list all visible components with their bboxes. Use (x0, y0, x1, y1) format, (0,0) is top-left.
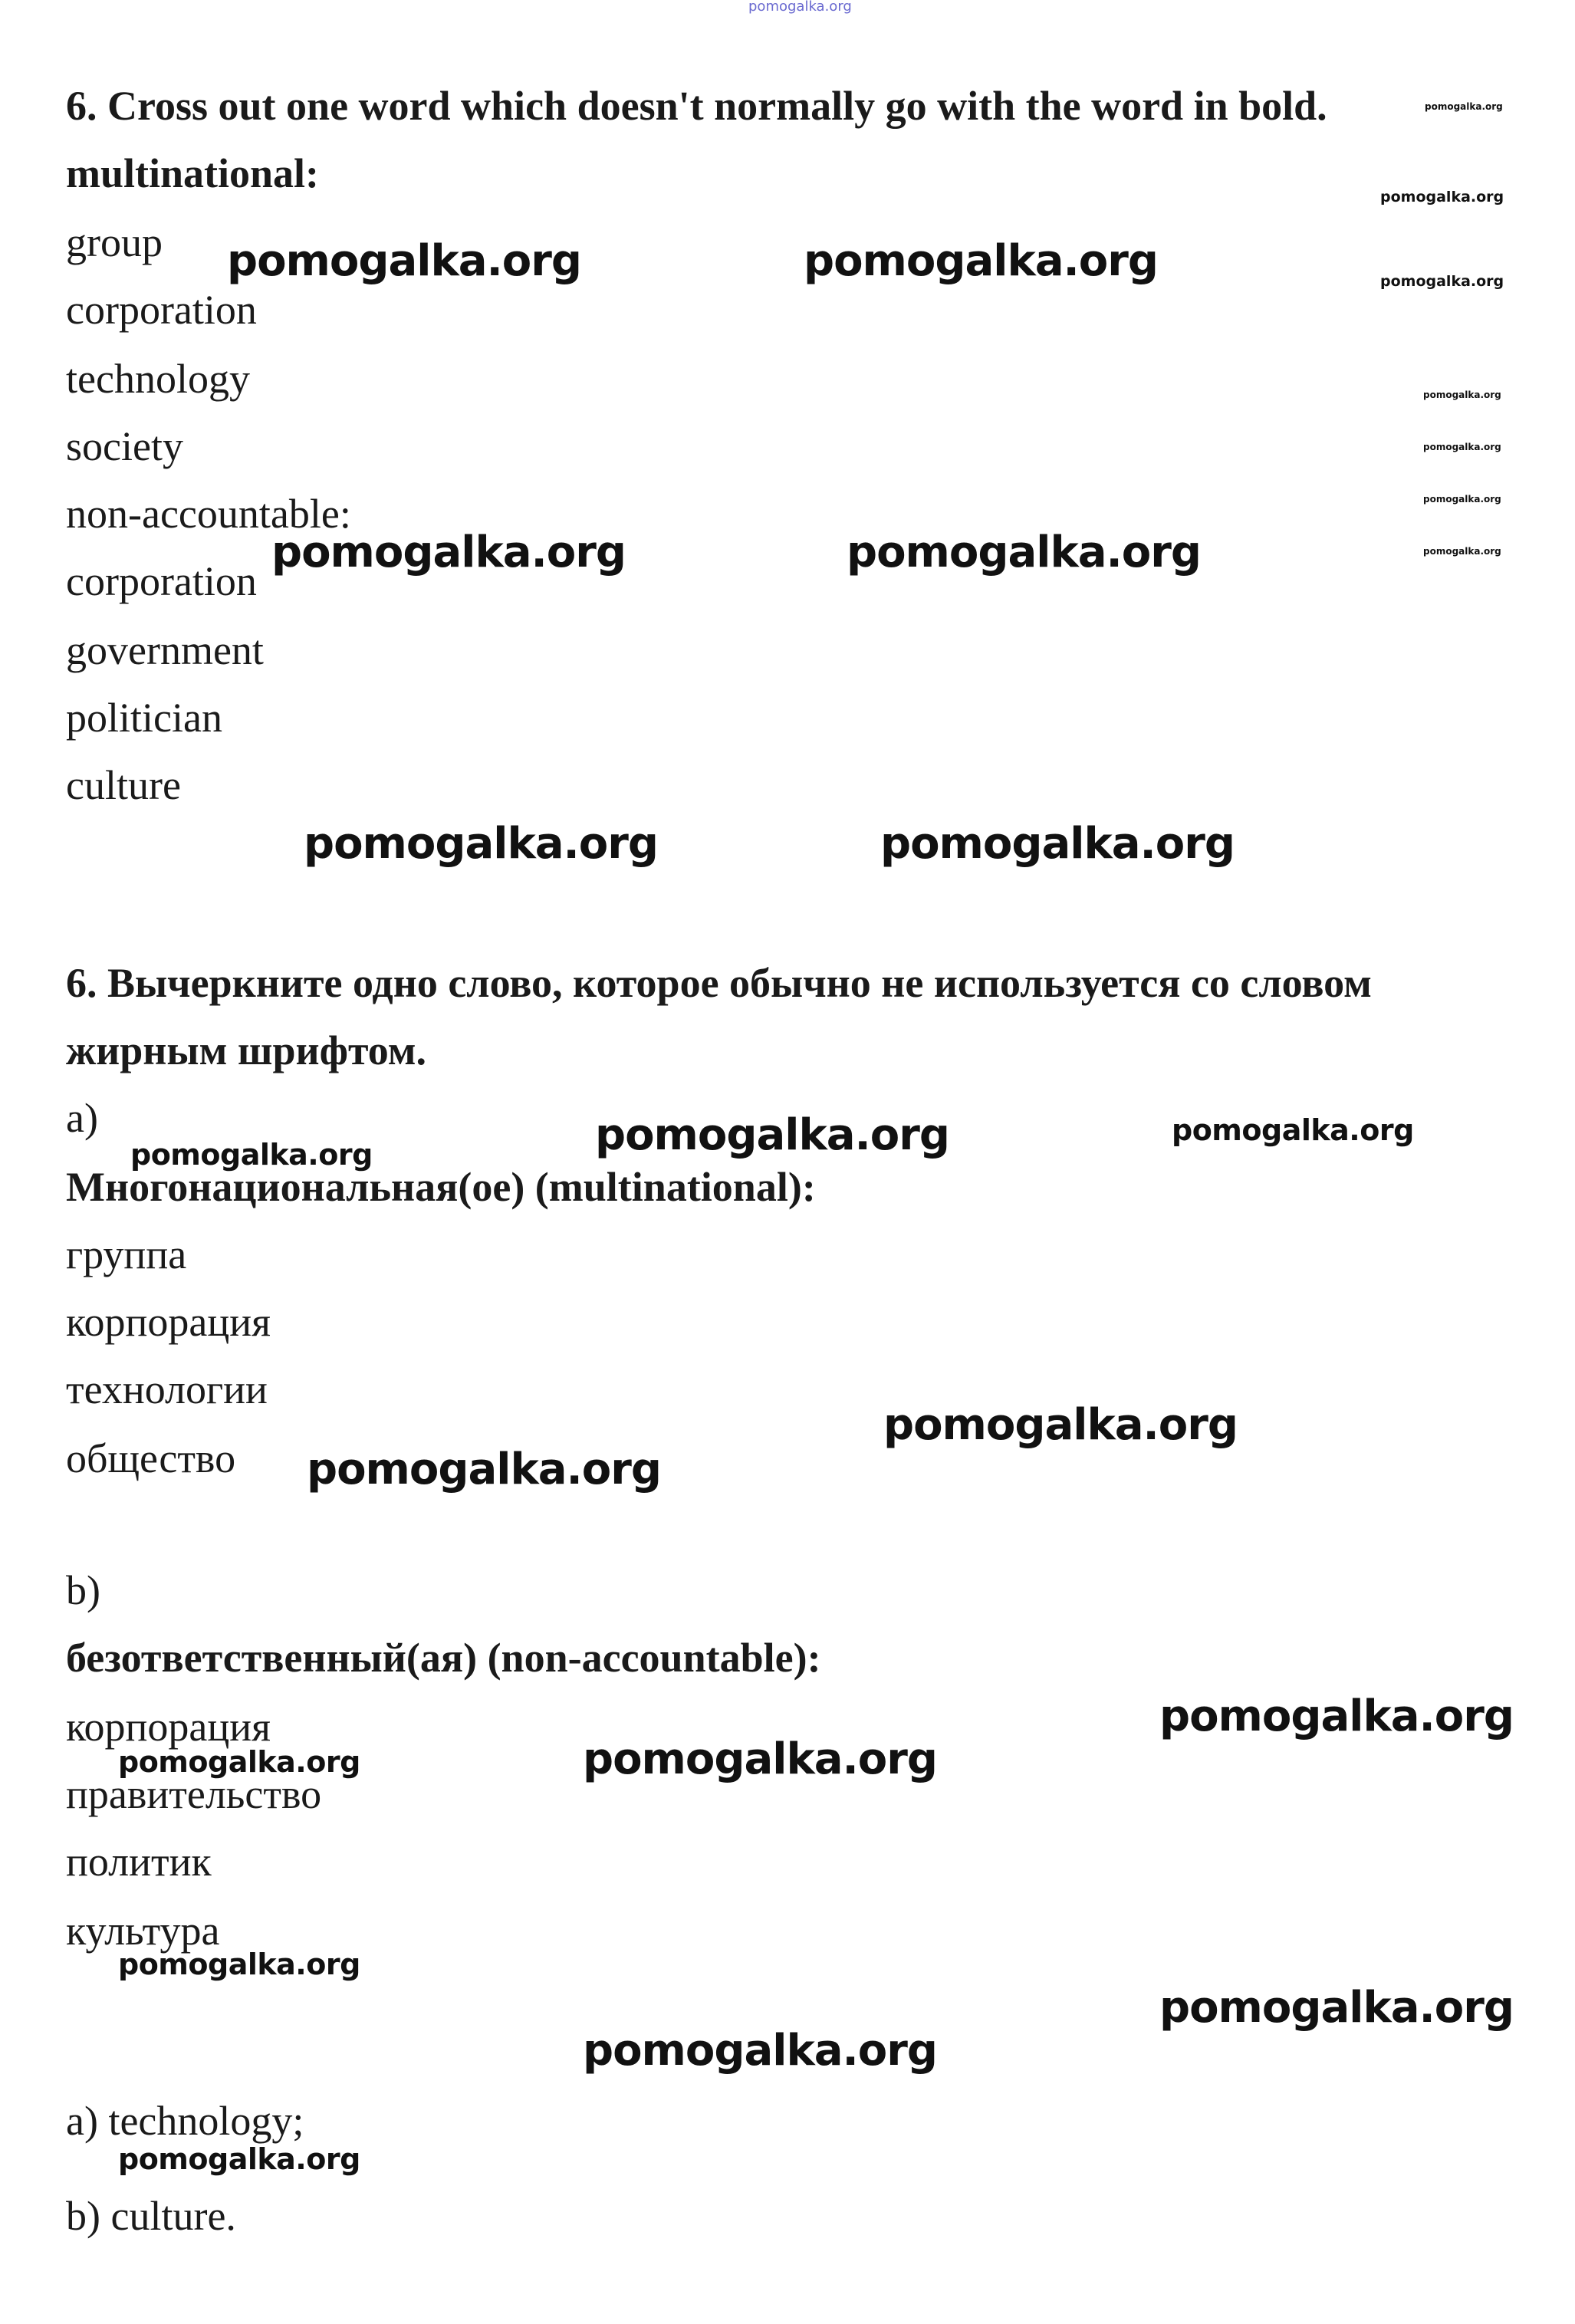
watermark: pomogalka.org (307, 1445, 661, 1494)
watermark: pomogalka.org (1380, 273, 1504, 290)
answer-b: b) culture. (66, 2193, 236, 2239)
exercise-heading-russian-line2: жирным шрифтом. (66, 1027, 427, 1073)
part-b-word: культура (66, 1908, 220, 1954)
group1-title: multinational: (66, 150, 320, 196)
group2-word: culture (66, 762, 181, 808)
group2-word: politician (66, 695, 222, 741)
group1-word: technology (66, 356, 250, 402)
part-b-word: политик (66, 1839, 212, 1885)
group2-word: government (66, 627, 264, 673)
watermark: pomogalka.org (1423, 390, 1501, 400)
watermark: pomogalka.org (1423, 494, 1501, 505)
watermark: pomogalka.org (227, 236, 581, 286)
group1-word: society (66, 423, 183, 469)
watermark: pomogalka.org (883, 1400, 1238, 1450)
part-a-label: a) (66, 1095, 98, 1141)
group2-word: corporation (66, 558, 257, 604)
watermark: pomogalka.org (595, 1110, 949, 1160)
watermark: pomogalka.org (880, 819, 1235, 869)
watermark: pomogalka.org (1423, 546, 1501, 557)
part-b-word: корпорация (66, 1704, 271, 1750)
part-a-word: общество (66, 1435, 236, 1481)
watermark: pomogalka.org (304, 819, 658, 869)
watermark: pomogalka.org (1159, 1983, 1514, 2033)
part-b-title: безответственный(ая) (non-accountable): (66, 1635, 821, 1681)
part-b-word: правительство (66, 1771, 322, 1817)
watermark: pomogalka.org (118, 2142, 360, 2176)
watermark: pomogalka.org (1159, 1691, 1514, 1741)
part-a-title: Многонациональная(ое) (multinational): (66, 1164, 816, 1210)
watermark: pomogalka.org (748, 0, 852, 15)
watermark: pomogalka.org (583, 2026, 937, 2076)
exercise-heading-english: 6. Cross out one word which doesn't normally go with the word in bold. (66, 83, 1327, 129)
watermark: pomogalka.org (847, 528, 1201, 577)
group2-title: non-accountable: (66, 491, 351, 537)
part-a-word: технологии (66, 1366, 268, 1412)
part-a-word: группа (66, 1231, 187, 1277)
part-b-label: b) (66, 1567, 100, 1613)
watermark: pomogalka.org (804, 236, 1158, 286)
watermark: pomogalka.org (271, 528, 626, 577)
watermark: pomogalka.org (118, 1948, 360, 1981)
watermark: pomogalka.org (118, 1745, 360, 1779)
group1-word: corporation (66, 287, 257, 333)
watermark: pomogalka.org (1172, 1113, 1414, 1147)
watermark: pomogalka.org (1423, 442, 1501, 452)
exercise-heading-russian-line1: 6. Вычеркните одно слово, которое обычно не используется со словом (66, 960, 1372, 1006)
watermark: pomogalka.org (130, 1138, 373, 1172)
answer-a: a) technology; (66, 2098, 304, 2144)
watermark: pomogalka.org (1380, 189, 1504, 205)
group1-word: group (66, 219, 163, 265)
watermark: pomogalka.org (583, 1734, 937, 1784)
watermark: pomogalka.org (1425, 101, 1503, 112)
part-a-word: корпорация (66, 1299, 271, 1345)
